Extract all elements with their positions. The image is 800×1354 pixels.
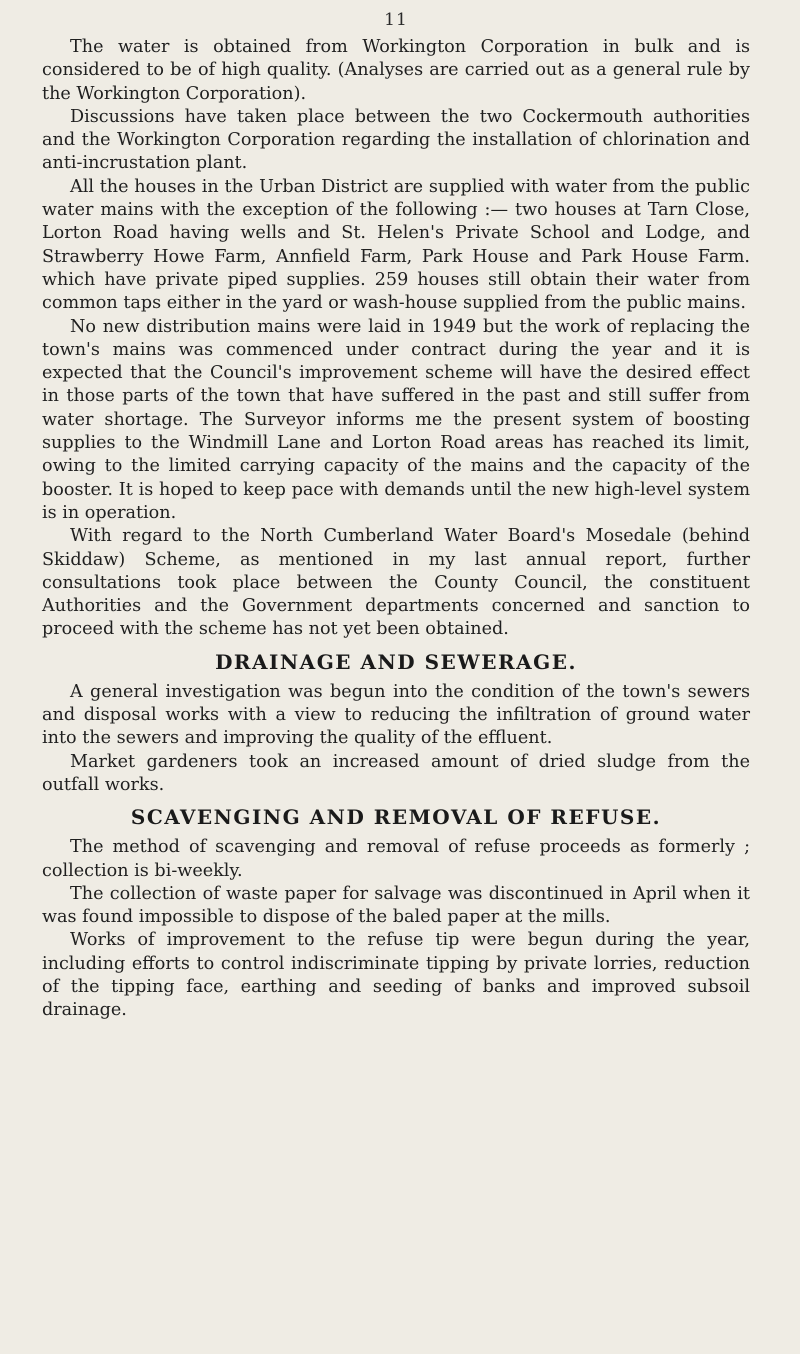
water-supply-section [42, 36, 750, 642]
section-heading: DRAINAGE AND SEWERAGE. [215, 649, 577, 674]
page-number: 11 [384, 10, 408, 30]
paragraph: Discussions have taken place between the two Cockermouth authorities and the Workington Corporation regarding the installation of chlorination and anti-incrustation plant. [42, 106, 750, 174]
paragraph: Market gardeners took an increased amount of dried sludge from the outfall works. [42, 751, 750, 795]
section-heading: SCAVENGING AND REMOVAL OF REFUSE. [130, 805, 662, 830]
document-body [42, 10, 750, 1023]
paragraph: Works of improvement to the refuse tip were begun during the year, including efforts to control indiscriminate tipping by private lorries, reduction of the tipping face, earthing and seeding of banks and improved subsoil drainage. [42, 930, 750, 1021]
paragraph: A general investigation was begun into the condition of the town's sewers and disposal works with a view to reducing the infiltration of ground water into the sewers and improving the quality of the effluent. [42, 681, 750, 749]
paragraph: All the houses in the Urban District are supplied with water from the public water mains with the exception of the following :— two houses at Tarn Close, Lorton Road having wells and St. Helen's Private School and Lodge, and Strawberry Howe Farm, Annfield Farm, Park House and Park House Farm. which have private piped supplies. 259 houses still obtain their water from common taps either in the yard or wash-house supplied from the public mains. [42, 176, 750, 314]
paragraph: The method of scavenging and removal of refuse proceeds as formerly ; collection is bi-weekly. [42, 837, 750, 881]
drainage-section [42, 650, 750, 797]
paragraph: With regard to the North Cumberland Water Board's Mosedale (behind Skiddaw) Scheme, as mentioned in my last annual report, further consultations took place between the County Council, the constituent Authorities and the Government departments concerned and sanction to proceed with the scheme has not yet been obtained. [42, 526, 750, 640]
paragraph: No new distribution mains were laid in 1949 but the work of replacing the town's mains was commenced under contract during the year and it is expected that the Council's improvement scheme will have the desired effect in those parts of the town that have suffered in the past and still suffer from water shortage. The Surveyor informs me the present system of boosting supplies to the Windmill Lane and Lorton Road areas has reached its limit, owing to the limited carrying capacity of the mains and the capacity of the booster. It is hoped to keep pace with demands until the new high-level system is in operation. [42, 316, 750, 523]
paragraph: The collection of waste paper for salvage was discontinued in April when it was found impossible to dispose of the baled paper at the mills. [42, 883, 750, 928]
scavenging-section [42, 805, 750, 1022]
paragraph: The water is obtained from Workington Corporation in bulk and is considered to be of high quality. (Analyses are carried out as a general rule by the Workington Corporation). [42, 37, 750, 104]
